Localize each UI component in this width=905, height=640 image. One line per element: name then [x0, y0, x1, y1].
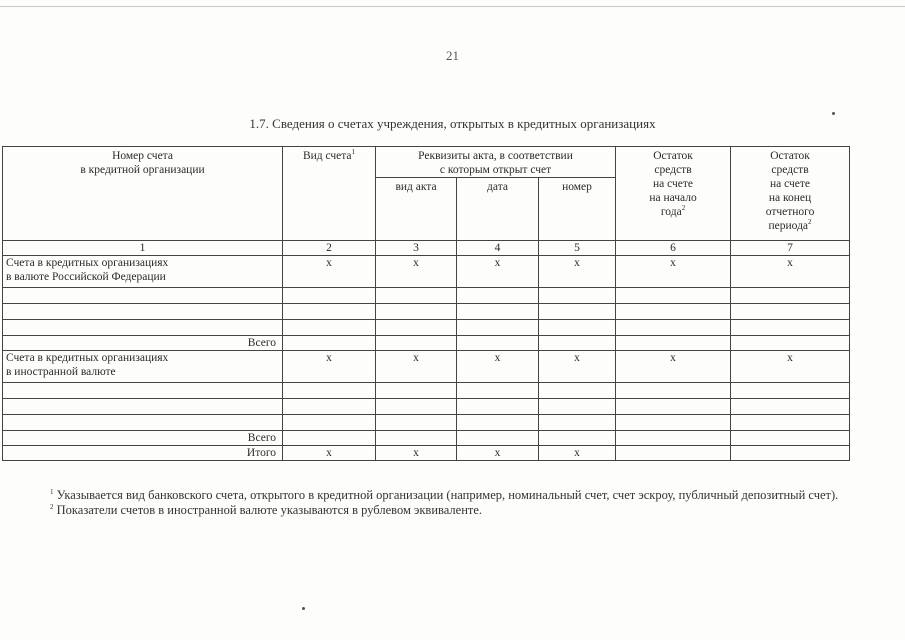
rub-accounts-label: Счета в кредитных организациях в валюте Российской Федерации [3, 256, 283, 288]
na-mark: x [376, 256, 457, 288]
header-row-1 [3, 147, 850, 178]
foreign-accounts-row [3, 351, 850, 383]
na-mark: x [539, 351, 616, 383]
scan-speck [832, 112, 835, 115]
header-account-type: Вид счета$^1$ [283, 147, 376, 241]
header-act-date: дата [457, 178, 539, 241]
foreign-total-row [3, 431, 850, 446]
header-act-type: вид акта [376, 178, 457, 241]
na-mark: x [283, 256, 376, 288]
rub-total-label: Всего [3, 336, 283, 351]
column-number: 7 [731, 241, 850, 256]
footnote-1: $^1$ Указывается вид банковского счета, открытого в кредитной организации (например, номинальный счет, счет эскроу, публичный депозитный счет). [50, 487, 839, 502]
na-mark: x [376, 446, 457, 461]
na-mark: x [457, 446, 539, 461]
na-mark: x [539, 256, 616, 288]
header-balance-start: Остаток средств на счете на начало года$^2$ [616, 147, 731, 241]
column-number: 5 [539, 241, 616, 256]
column-number: 3 [376, 241, 457, 256]
column-number: 4 [457, 241, 539, 256]
blank-entry-row [3, 304, 850, 320]
na-mark: x [457, 351, 539, 383]
na-mark: x [283, 351, 376, 383]
scan-speck [302, 607, 305, 610]
rub-total-row [3, 336, 850, 351]
accounts-table [2, 146, 850, 461]
section-title: 1.7. Сведения о счетах учреждения, открытых в кредитных организациях [249, 116, 656, 131]
blank-entry-row [3, 288, 850, 304]
na-mark: x [376, 351, 457, 383]
grand-total-label: Итого [3, 446, 283, 461]
na-mark: x [731, 351, 850, 383]
na-mark: x [283, 446, 376, 461]
blank-entry-row [3, 415, 850, 431]
column-number: 2 [283, 241, 376, 256]
grand-total-row [3, 446, 850, 461]
blank-entry-row [3, 399, 850, 415]
foreign-total-label: Всего [3, 431, 283, 446]
na-mark: x [539, 446, 616, 461]
header-account-number: Номер счета в кредитной организации [3, 147, 283, 241]
blank-entry-row [3, 320, 850, 336]
column-number-row [3, 241, 850, 256]
foreign-accounts-label: Счета в кредитных организациях в иностранной валюте [3, 351, 283, 383]
footnote-2: $^2$ Показатели счетов в иностранной валюте указываются в рублевом эквиваленте. [50, 502, 483, 517]
column-number: 6 [616, 241, 731, 256]
page-number: 21 [446, 48, 459, 63]
header-balance-end: Остаток средств на счете на конец отчетного периода$^2$ [731, 147, 850, 241]
na-mark: x [457, 256, 539, 288]
column-number: 1 [3, 241, 283, 256]
blank-entry-row [3, 383, 850, 399]
header-act-number: номер [539, 178, 616, 241]
header-act-details: Реквизиты акта, в соответствии с которым открыт счет [376, 147, 616, 178]
na-mark: x [616, 351, 731, 383]
footnotes [4, 488, 839, 518]
rub-accounts-row [3, 256, 850, 288]
na-mark: x [731, 256, 850, 288]
na-mark: x [616, 256, 731, 288]
page-top-edge [0, 0, 905, 7]
